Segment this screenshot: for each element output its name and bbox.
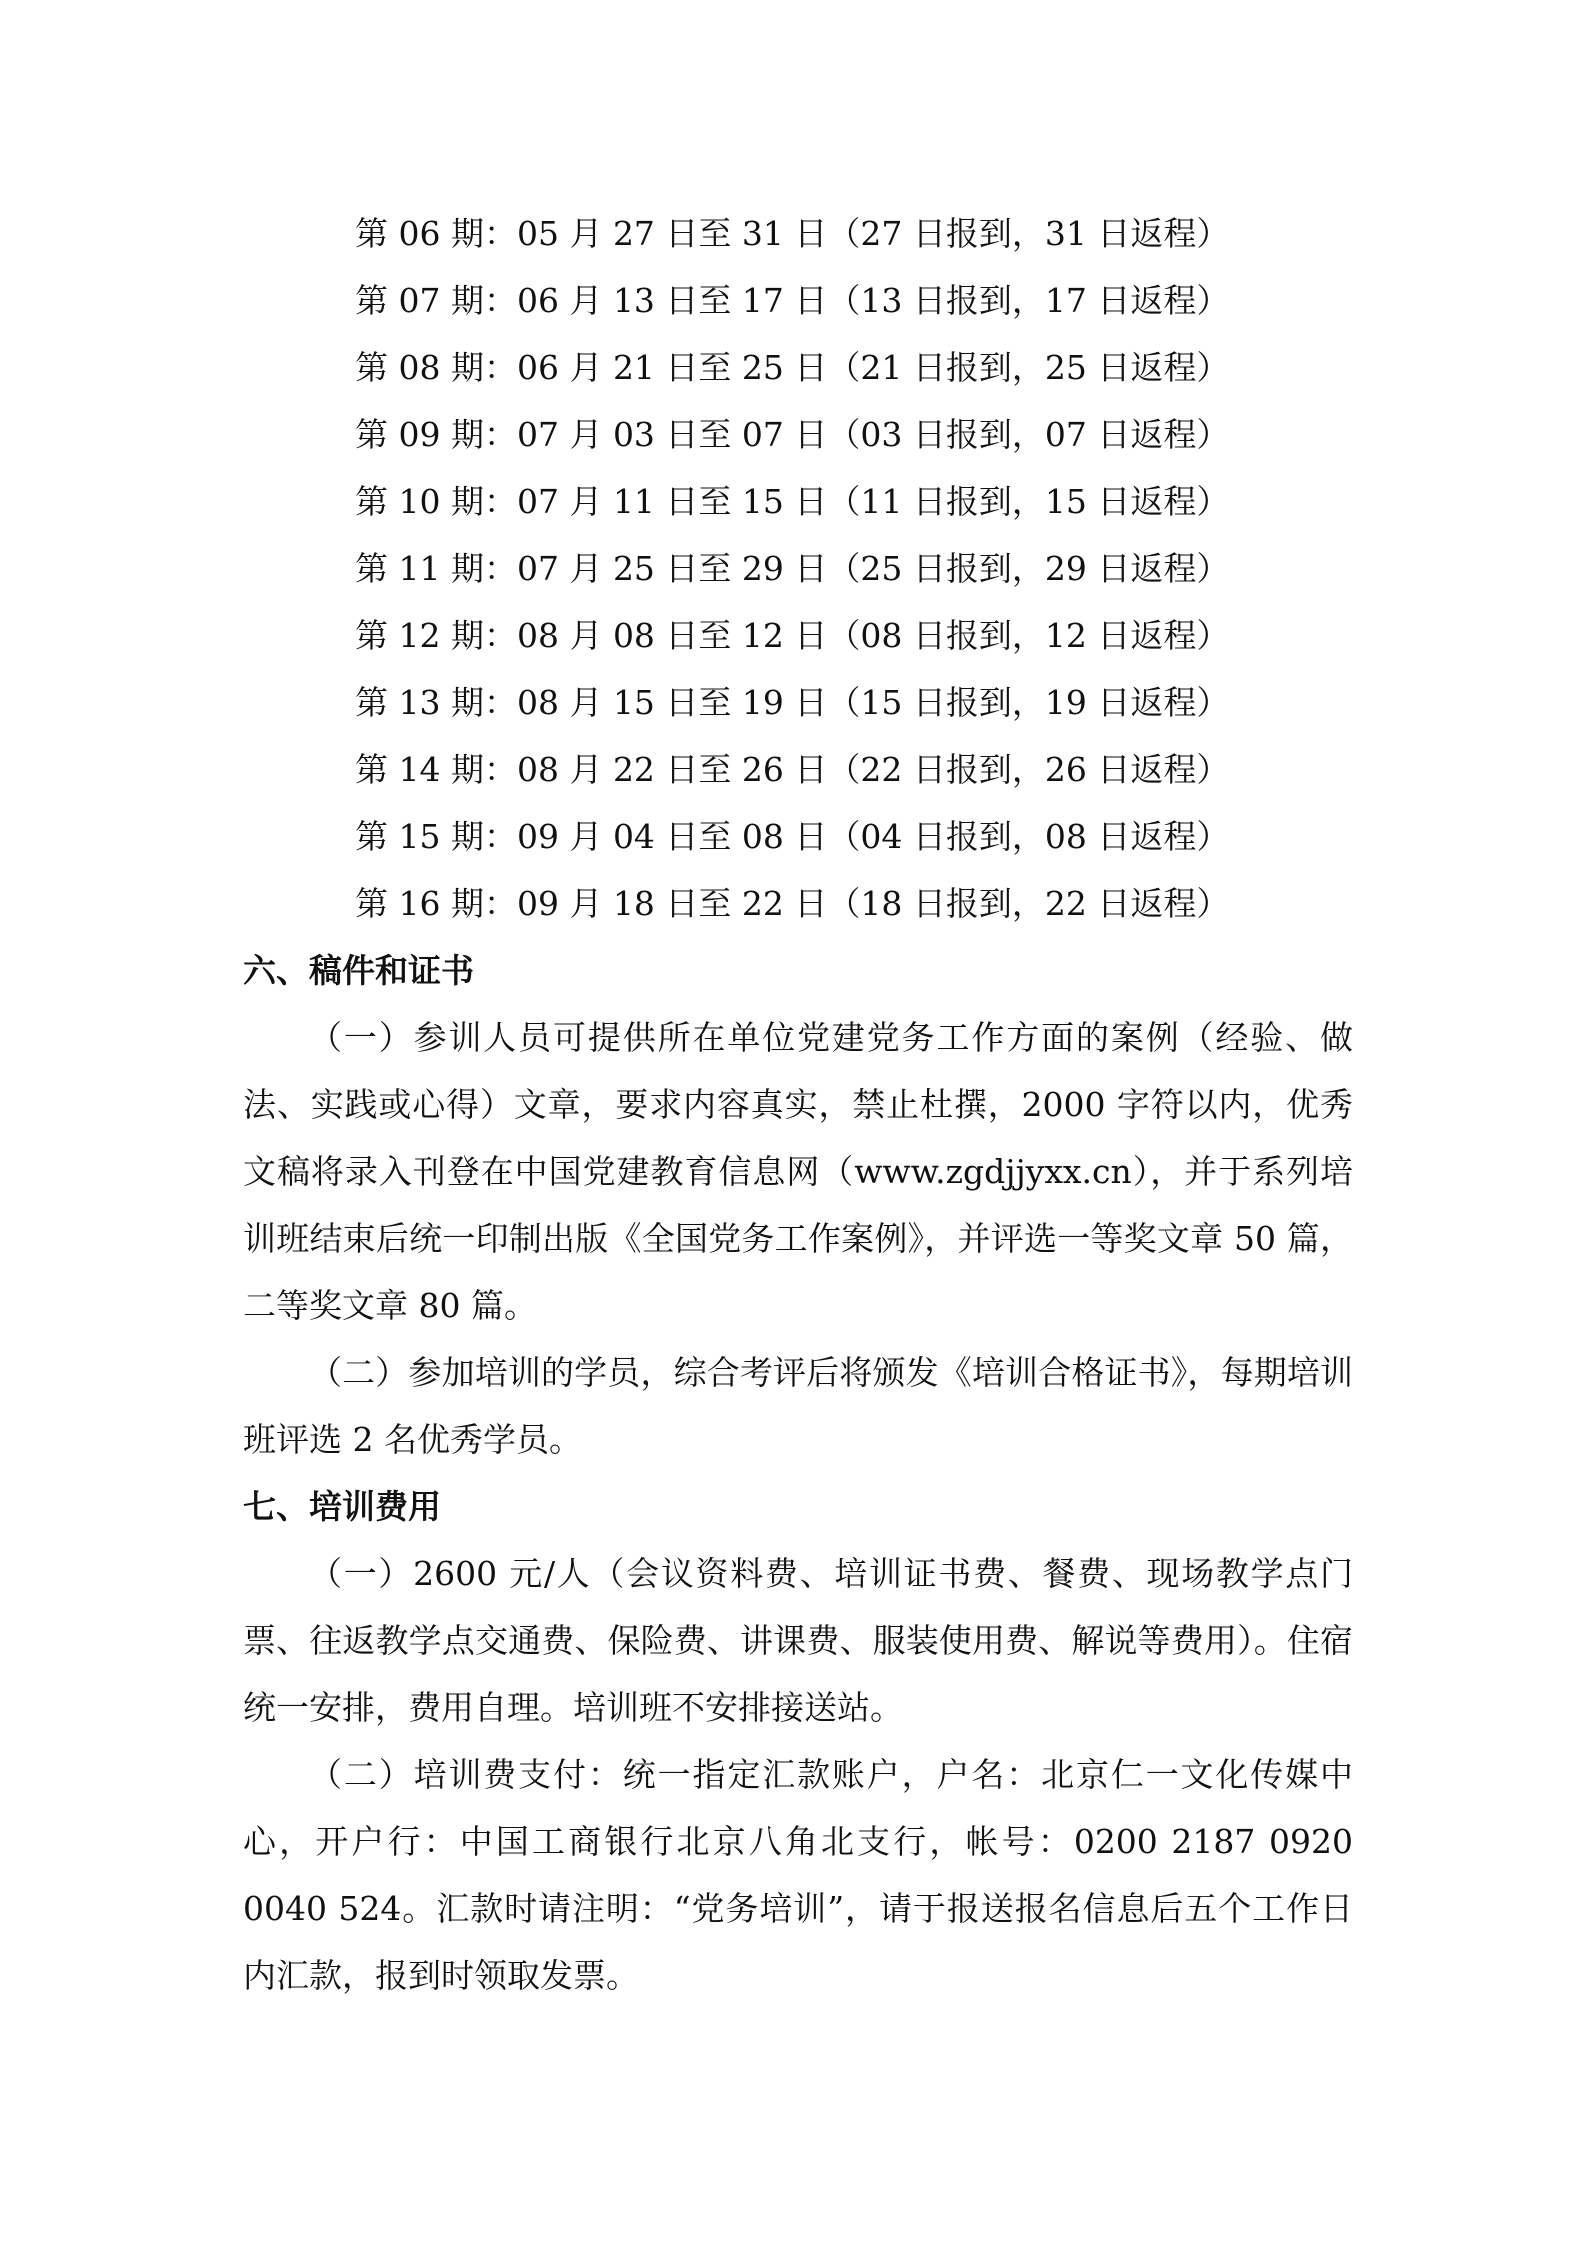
schedule-line-07: 第 07 期：06 月 13 日至 17 日（13 日报到，17 日返程） (355, 281, 1230, 320)
section-7-paragraph-2: （二）培训费支付：统一指定汇款账户，户名：北京仁一文化传媒中心，开户行：中国工商银行北京八角北支行，帐号：0200 2187 0920 0040 524。汇款时请注明：“党务培训”，请于报送报名信息后五个工作日内汇款，报到时领取发票。 (243, 1755, 1353, 1995)
section-6-paragraph-2: （二）参加培训的学员，综合考评后将颁发《培训合格证书》，每期培训班评选 2 名优秀学员。 (243, 1353, 1353, 1459)
schedule-line-12: 第 12 期：08 月 08 日至 12 日（08 日报到，12 日返程） (355, 616, 1230, 655)
section-6-paragraph-1: （一）参训人员可提供所在单位党建党务工作方面的案例（经验、做法、实践或心得）文章，要求内容真实，禁止杜撰，2000 字符以内，优秀文稿将录入刊登在中国党建教育信息网（www.zgdjjyxx.cn），并于系列培训班结束后统一印制出版《全国党务工作案例》，并评选一等奖文章 50 篇，二等奖文章 80 篇。 (243, 1018, 1353, 1325)
training-schedule-list (355, 200, 1355, 937)
section-7-heading: 七、培训费用 (243, 1487, 441, 1526)
schedule-line-16: 第 16 期：09 月 18 日至 22 日（18 日报到，22 日返程） (355, 884, 1230, 923)
schedule-line-09: 第 09 期：07 月 03 日至 07 日（03 日报到，07 日返程） (355, 415, 1230, 454)
schedule-line-06: 第 06 期：05 月 27 日至 31 日（27 日报到，31 日返程） (355, 214, 1230, 253)
document-body (243, 937, 1353, 2009)
schedule-line-15: 第 15 期：09 月 04 日至 08 日（04 日报到，08 日返程） (355, 817, 1230, 856)
schedule-line-10: 第 10 期：07 月 11 日至 15 日（11 日报到，15 日返程） (355, 482, 1230, 521)
schedule-line-08: 第 08 期：06 月 21 日至 25 日（21 日报到，25 日返程） (355, 348, 1230, 387)
section-7-paragraph-1: （一）2600 元/人（会议资料费、培训证书费、餐费、现场教学点门票、往返教学点交通费、保险费、讲课费、服装使用费、解说等费用）。住宿统一安排，费用自理。培训班不安排接送站。 (243, 1554, 1353, 1727)
schedule-line-11: 第 11 期：07 月 25 日至 29 日（25 日报到，29 日返程） (355, 549, 1230, 588)
section-6-heading: 六、稿件和证书 (243, 951, 474, 990)
schedule-line-13: 第 13 期：08 月 15 日至 19 日（15 日报到，19 日返程） (355, 683, 1230, 722)
schedule-line-14: 第 14 期：08 月 22 日至 26 日（22 日报到，26 日返程） (355, 750, 1230, 789)
